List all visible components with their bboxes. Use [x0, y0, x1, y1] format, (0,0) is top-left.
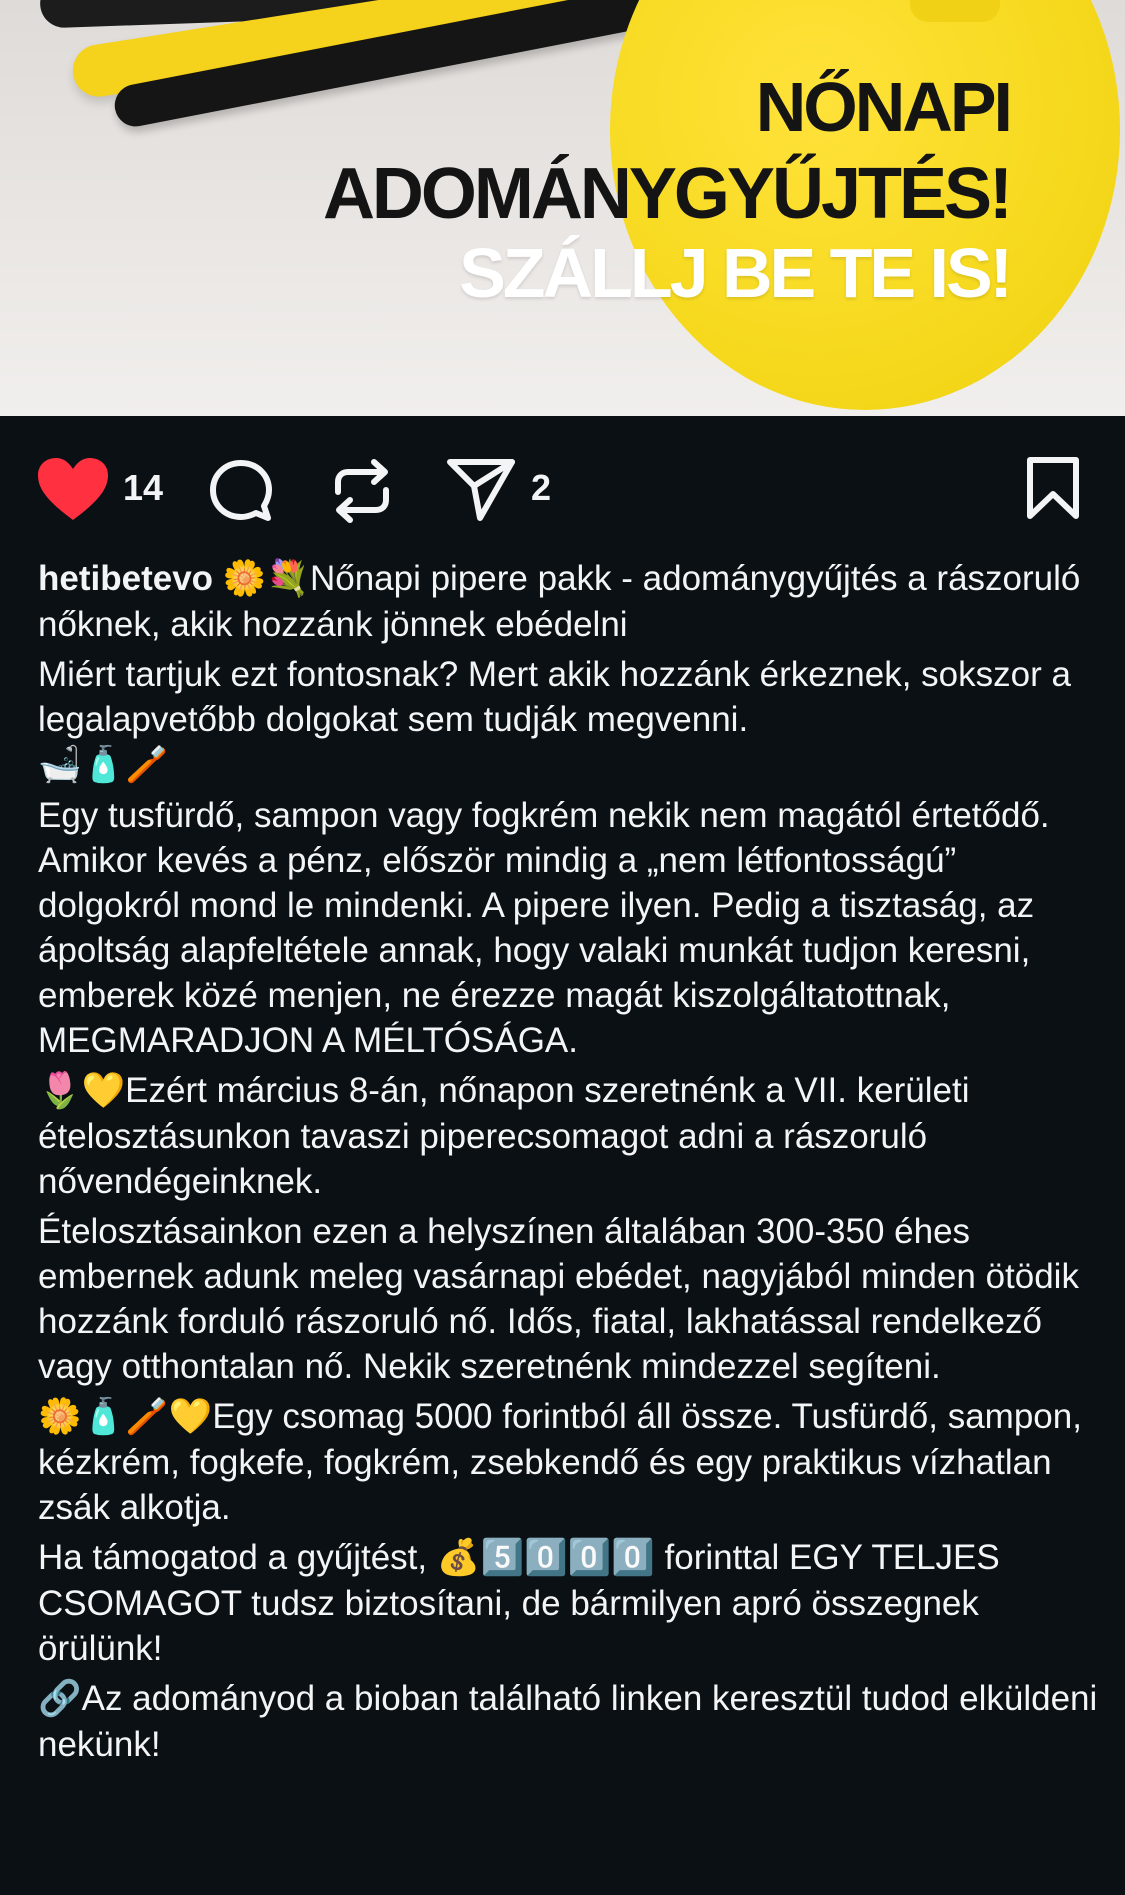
caption-text: Az adományod a bioban található linken keresztül tudod elküldeni nekünk!	[38, 1679, 1098, 1764]
like-count[interactable]: 14	[123, 467, 164, 508]
caption-paragraph: Egy tusfürdő, sampon vagy fogkrém nekik nem magától értetődő. Amikor kevés a pénz, először mindig a „nem létfontosságú” dolgokról mond le mindenki. A pipere ilyen. Pedig a tisztaság, az ápoltság alapfeltétele annak, hogy valaki munkát tudjon keresni, emberek közé menjen, ne érezze magát kiszolgáltatottnak, MEGMARADJON A MÉLTÓSÁGA.	[38, 796, 1050, 1060]
bottle-cap-shape	[910, 0, 1000, 22]
toiletries-emoji-icon: 🛁🧴🪥	[38, 745, 169, 785]
caption-text: forinttal EGY TELJES CSOMAGOT tudsz biztosítani, de bármilyen apró összegnek örülünk!	[38, 1538, 1000, 1668]
link-emoji-icon: 🔗	[38, 1679, 82, 1719]
bookmark-icon[interactable]	[1025, 456, 1081, 520]
money-digits-emoji-icon: 💰5️⃣0️⃣0️⃣0️⃣	[436, 1538, 655, 1578]
caption-paragraph	[38, 1394, 1098, 1530]
package-emoji-icon: 🌼🧴🪥💛	[38, 1397, 213, 1437]
headline-line1: NŐNAPI	[755, 68, 1010, 146]
send-icon[interactable]	[446, 456, 516, 522]
headline-line3: SZÁLLJ BE TE IS!	[459, 234, 1010, 312]
caption-title	[38, 556, 1098, 647]
caption-paragraph: Ételosztásainkon ezen a helyszínen általában 300-350 éhes embernek adunk meleg vasárnapi ebédet, nagyjából minden ötödik hozzánk forduló rászoruló nő. Idős, fiatal, lakhatással rendelkező vagy otthontalan nő. Nekik szeretnénk mindezzel segíteni.	[38, 1212, 1079, 1386]
caption-paragraph	[38, 1676, 1098, 1767]
post-caption	[38, 556, 1098, 1772]
caption-text: Egy csomag 5000 forintból áll össze. Tusfürdő, sampon, kézkrém, fogkefe, fogkrém, zsebkendő és egy praktikus vízhatlan zsák alkotja.	[38, 1397, 1082, 1527]
caption-paragraph	[38, 1535, 1098, 1671]
caption-text: Miért tartjuk ezt fontosnak? Mert akik hozzánk érkeznek, sokszor a legalapvetőbb dolgokat sem tudják megvenni.	[38, 655, 1071, 739]
share-count[interactable]: 2	[531, 467, 552, 508]
repost-icon[interactable]	[330, 458, 394, 524]
post-image[interactable]	[0, 0, 1125, 416]
heart-icon[interactable]	[36, 456, 110, 522]
caption-text: Ha támogatod a gyűjtést,	[38, 1538, 428, 1577]
username-link[interactable]: hetibetevo	[38, 559, 214, 598]
tulip-heart-emoji-icon: 🌷💛	[38, 1071, 126, 1111]
headline-line2: ADOMÁNYGYŰJTÉS!	[322, 154, 1010, 234]
caption-title-text: Nőnapi pipere pakk - adománygyűjtés a rászoruló nőknek, akik hozzánk jönnek ebédelni	[38, 559, 1081, 644]
flower-emoji-icon: 🌼💐	[222, 559, 310, 599]
caption-paragraph	[38, 652, 1098, 788]
caption-text: Ezért március 8-án, nőnapon szeretnénk a VII. kerületi ételosztásunkon tavaszi piperecsomagot adni a rászoruló nővendégeinknek.	[38, 1071, 970, 1201]
comment-icon[interactable]	[208, 458, 274, 524]
caption-paragraph	[38, 1068, 1098, 1204]
